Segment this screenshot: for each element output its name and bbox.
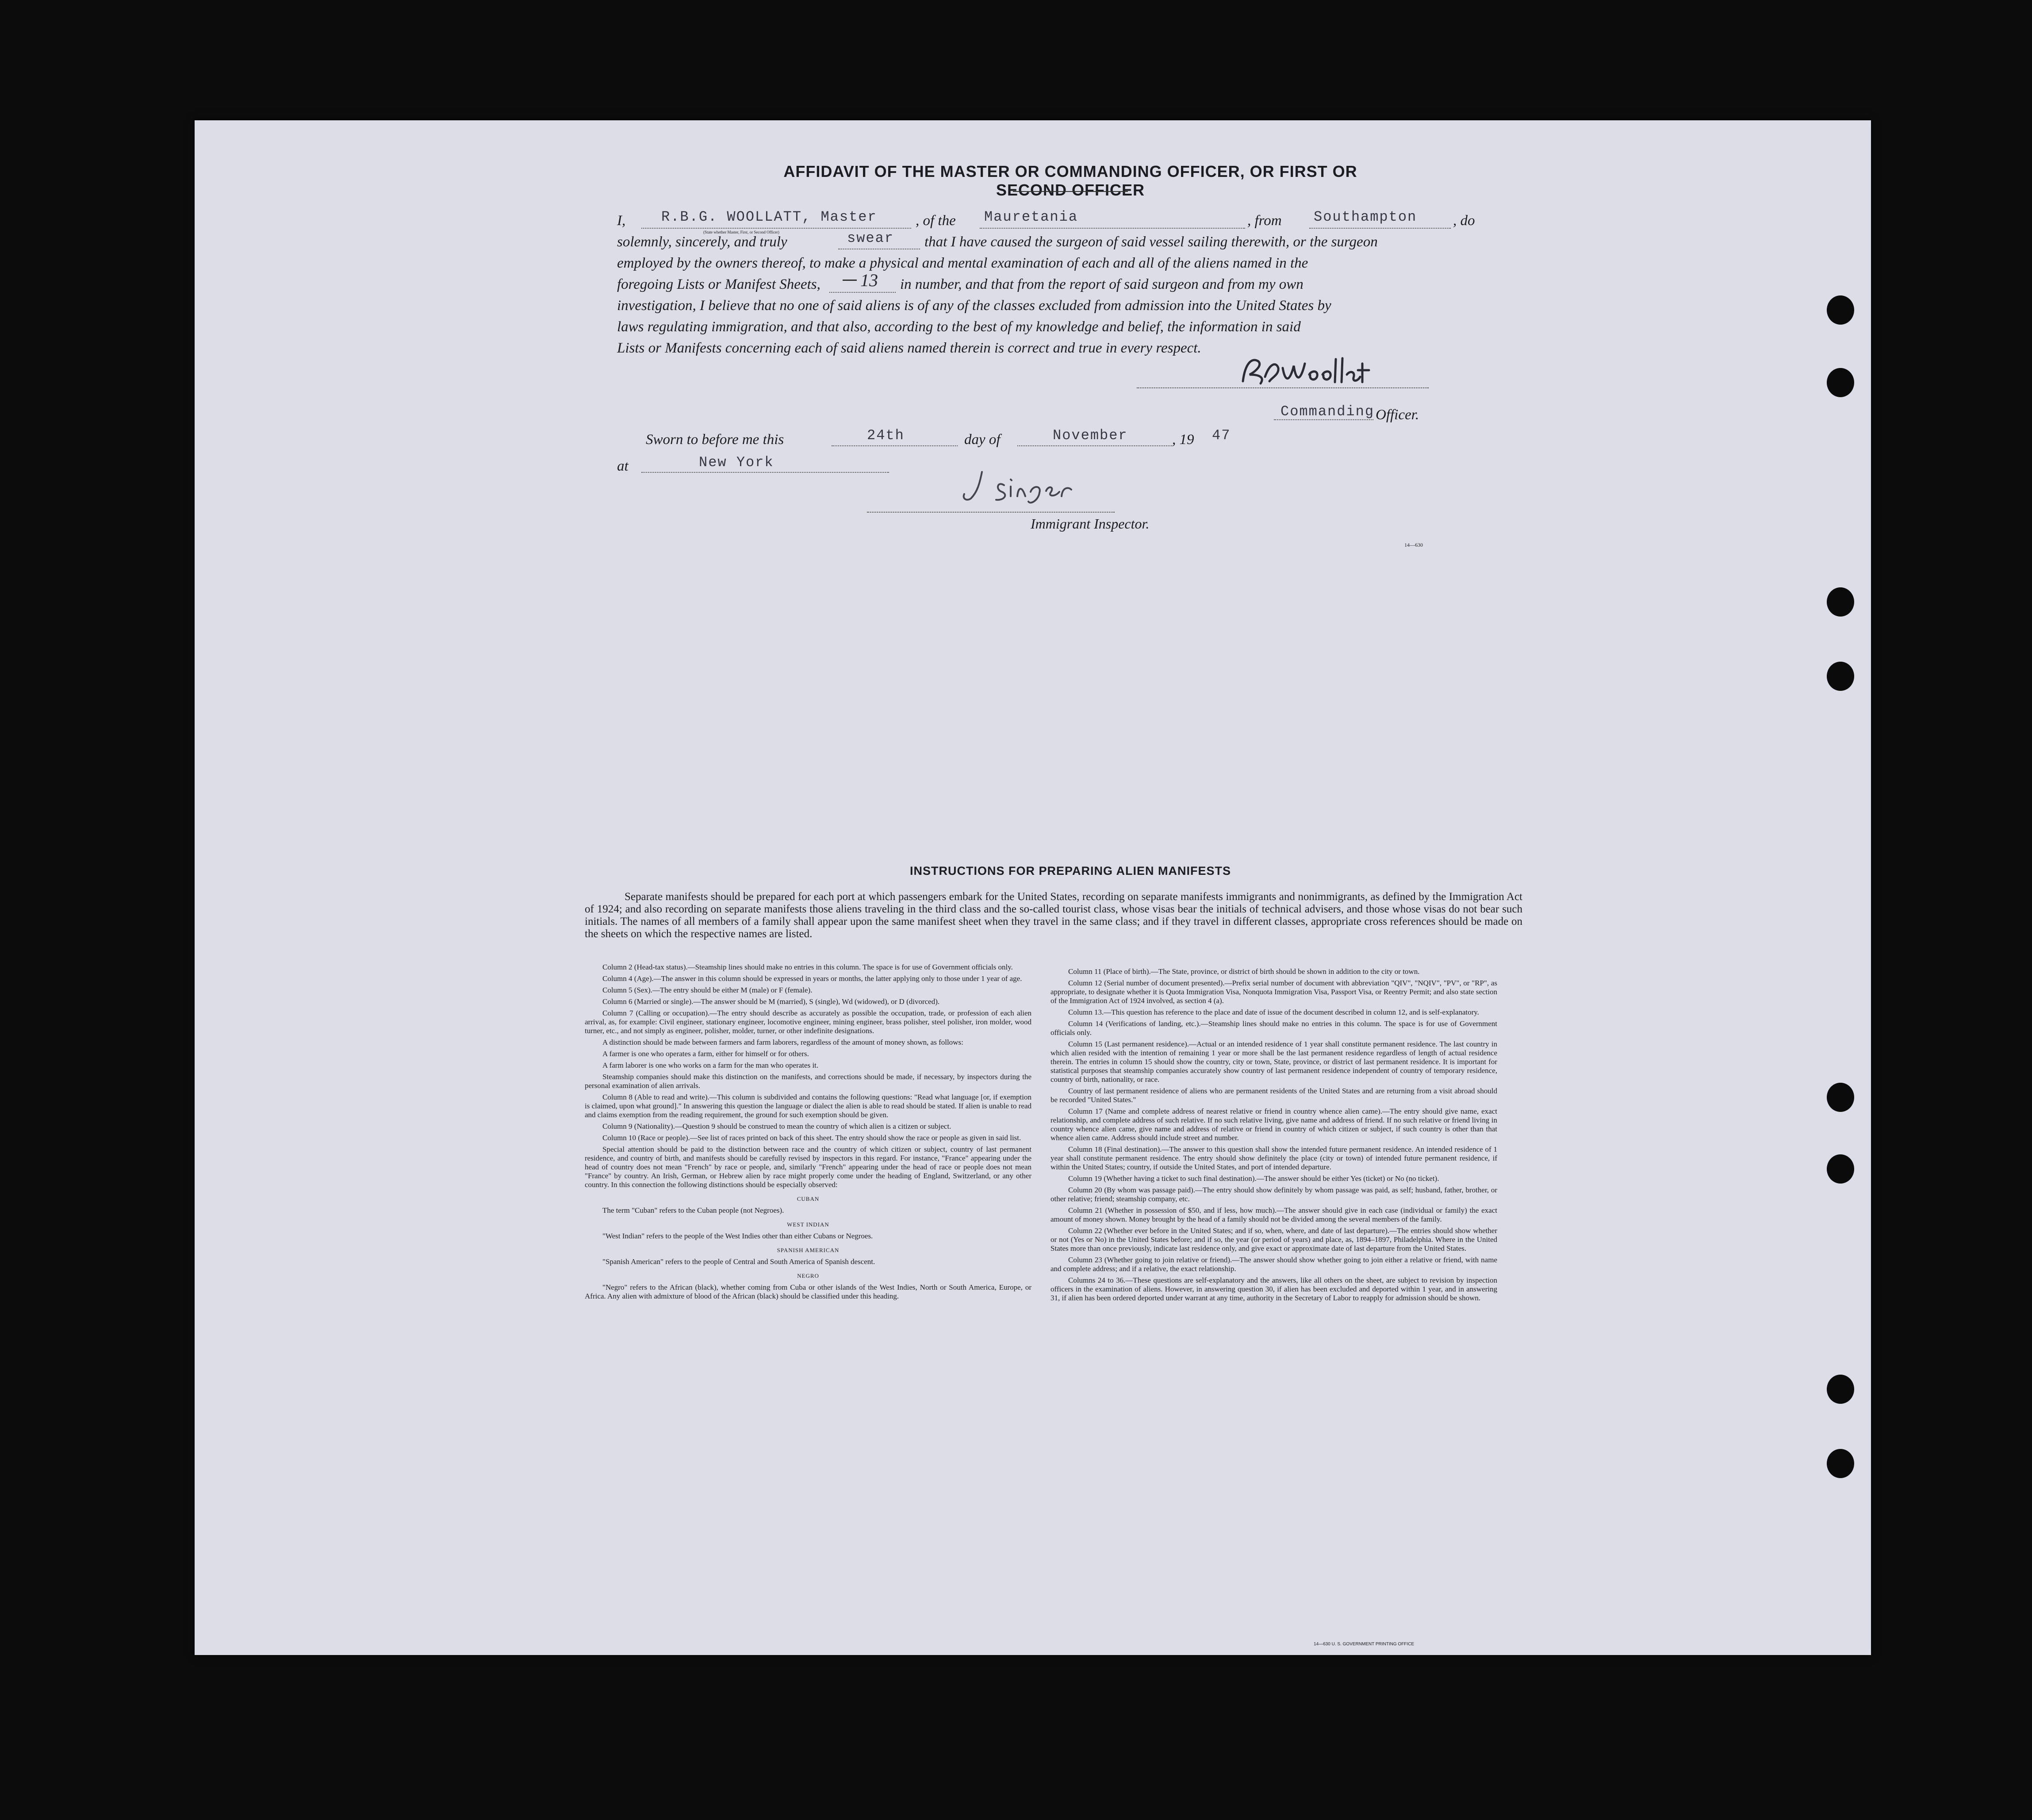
place-field-line bbox=[641, 472, 889, 473]
title-rule bbox=[1013, 191, 1128, 192]
port-field-line bbox=[1309, 228, 1451, 229]
port-value: Southampton bbox=[1314, 209, 1417, 225]
punch-hole bbox=[1827, 1154, 1854, 1184]
left-para: Column 8 (Able to read and write).—This column is subdivided and contains the following questions: "Read what language [or, if exemption is claimed, upon what ground]." In answering this question the language or dialect the alien is able to read should be stated. If alien is unable to read and claims exemption from the reading requirement, the ground for such exemption should be given. bbox=[585, 1093, 1031, 1119]
right-para: Column 17 (Name and complete address of nearest relative or friend in country whence alien came).—The entry should give name, exact relationship, and complete address of such relative. If no such relative living, give name and address of friend. If no such relative or friend living in country whence alien came, give name and address of relative or friend in country of which citizen or subject, if such country is other than that whence alien came. Address should include street and number. bbox=[1051, 1107, 1497, 1142]
left-para: Column 4 (Age).—The answer in this column should be expressed in years or months, the latter applying only to those under 1 year of age. bbox=[602, 974, 1022, 983]
instructions-title: INSTRUCTIONS FOR PREPARING ALIEN MANIFESTS bbox=[909, 864, 1231, 877]
left-para: Special attention should be paid to the distinction between race and the country of which citizen or subject, country of last permanent residence, and country of birth, and manifests should be carefully revised by inspectors in this regard. For instance, "France" appearing under the head of country does not mean "French" by race or people, and, similarly "French" appearing under the head of race or people does not mean "France" by country. An Irish, German, or Hebrew alien by race might properly come under the heading of England, Switzerland, or any other country. In this connection the following distinctions should be especially observed: bbox=[585, 1145, 1031, 1189]
left-para: Column 9 (Nationality).—Question 9 should be construed to mean the country of which alien is a citizen or subject. bbox=[602, 1122, 951, 1130]
officer-label: Officer. bbox=[1376, 407, 1419, 423]
day-field-line bbox=[832, 445, 958, 446]
sworn-label: Sworn to before me this bbox=[646, 432, 784, 448]
right-para: Columns 24 to 36.—These questions are self-explanatory and the answers, like all others on the sheet, are subject to revision by inspection officers in the examination of aliens. However, in answering question 30, if alien has been excluded and deported within 1 year, and in answering 31, if alien has been ordered deported under warrant at any time, authority in the Secretary of Labor to reapply for admission should be shown. bbox=[1051, 1276, 1497, 1302]
definition-text: "Spanish American" refers to the people of Central and South America of Spanish descent. bbox=[602, 1257, 875, 1266]
right-para: Column 13.—This question has reference to the place and date of issue of the document described in column 12, and is self-explanatory. bbox=[1068, 1008, 1479, 1016]
punch-hole bbox=[1827, 368, 1854, 397]
right-para: Column 14 (Verifications of landing, etc.).—Steamship lines should make no entries in this column. The space is for use of Government officials only. bbox=[1051, 1019, 1497, 1037]
affidavit-line-4b: in number, and that from the report of said surgeon and from my own bbox=[900, 276, 1304, 292]
definition-text: The term "Cuban" refers to the Cuban people (not Negroes). bbox=[602, 1206, 784, 1215]
text-of-the: , of the bbox=[916, 213, 956, 229]
affidavit-line-2b: that I have caused the surgeon of said vessel sailing therewith, or the surgeon bbox=[924, 234, 1378, 250]
day-of-label: day of bbox=[964, 432, 1001, 448]
master-signature-line bbox=[1137, 387, 1429, 388]
right-para: Column 11 (Place of birth).—The State, province, or district of birth should be shown in addition to the city or town. bbox=[1068, 967, 1420, 976]
punch-hole bbox=[1827, 587, 1854, 617]
form-number: 14—630 bbox=[1404, 542, 1423, 548]
affidavit-title: AFFIDAVIT OF THE MASTER OR COMMANDING OFFICER, OR FIRST OR SECOND OFFICER bbox=[783, 162, 1357, 199]
affidavit-line-4a: foregoing Lists or Manifest Sheets, bbox=[617, 276, 820, 292]
right-para: Column 20 (By whom was passage paid).—The entry should show definitely by whom passage was paid, as self; husband, father, brother, or other relative; friend; steamship company, etc. bbox=[1051, 1186, 1497, 1203]
master-name-value: R.B.G. WOOLLATT, Master bbox=[661, 209, 877, 225]
punch-hole bbox=[1827, 1375, 1854, 1404]
document-sheet bbox=[195, 120, 1871, 1655]
oath-value: swear bbox=[847, 230, 894, 246]
right-para: Column 12 (Serial number of document presented).—Prefix serial number of document with abbreviation "QIV", "NQIV", "PV", or "RP", as appropriate, to designate whether it is Quota Immigration Visa, Nonquota Immigration Visa, Passport Visa, or Reentry Permit; and also state section of the Immigration Act of 1924 involved, as section 4 (a). bbox=[1051, 979, 1497, 1005]
definition-heading: CUBAN bbox=[797, 1195, 820, 1202]
affidavit-line-7: Lists or Manifests concerning each of said aliens named therein is correct and true in every respect. bbox=[617, 340, 1201, 356]
instructions-left-column bbox=[585, 963, 1031, 1303]
month-value: November bbox=[1053, 427, 1128, 444]
left-para: Column 5 (Sex).—The entry should be either M (male) or F (female). bbox=[602, 986, 813, 994]
left-para: Column 7 (Calling or occupation).—The entry should describe as accurately as possible the occupation, trade, or profession of each alien arrival, as, for example: Civil engineer, stationary engineer, locomotive engineer, mining engineer, brass polisher, steel polisher, iron molder, wood turner, etc., and not simply as engineer, polisher, molder, turner, or other indefinite designations. bbox=[585, 1009, 1031, 1035]
place-value: New York bbox=[699, 454, 774, 471]
text-do: , do bbox=[1453, 213, 1475, 229]
punch-hole bbox=[1827, 1449, 1854, 1478]
definition-text: "Negro" refers to the African (black), whether coming from Cuba or other islands of the West Indies, North or South America, Europe, or Africa. Any alien with admixture of blood of the African (black) should be classified under this heading. bbox=[585, 1283, 1031, 1300]
text-from: , from bbox=[1247, 213, 1282, 229]
inspector-label: Immigrant Inspector. bbox=[1031, 516, 1150, 532]
definition-heading: NEGRO bbox=[797, 1272, 819, 1279]
vessel-value: Mauretania bbox=[984, 209, 1078, 225]
rank-field-line bbox=[1274, 419, 1373, 420]
day-value: 24th bbox=[867, 427, 905, 444]
text-i: I, bbox=[617, 213, 626, 229]
year-value: 47 bbox=[1212, 427, 1231, 444]
month-field-line bbox=[1017, 445, 1172, 446]
commanding-value: Commanding bbox=[1281, 403, 1375, 420]
right-para: Column 21 (Whether in possession of $50, and if less, how much).—The answer should give in each case (individual or family) the exact amount of money shown. Money brought by the head of a family should not be divided among the several members of the family. bbox=[1051, 1206, 1497, 1223]
left-para: Column 10 (Race or people).—See list of races printed on back of this sheet. The entry should show the race or people as given in said list. bbox=[602, 1134, 1021, 1142]
year-prefix: , 19 bbox=[1172, 432, 1194, 448]
sheets-field-line bbox=[829, 292, 896, 293]
rank-note: (State whether Master, First, or Second Officer) bbox=[703, 230, 779, 234]
printing-office-footer: 14—630 U. S. GOVERNMENT PRINTING OFFICE bbox=[1314, 1642, 1415, 1647]
instructions-right-column bbox=[1051, 967, 1497, 1305]
left-para: Column 6 (Married or single).—The answer should be M (married), S (single), Wd (widowed), or D (divorced). bbox=[602, 997, 940, 1006]
definition-text: "West Indian" refers to the people of the West Indies other than either Cubans or Negroes. bbox=[602, 1232, 873, 1240]
right-para: Column 23 (Whether going to join relative or friend).—The answer should show whether going to join either a relative or friend, with name and complete address; and if a relative, the exact relationship. bbox=[1051, 1256, 1497, 1273]
affidavit-line-3: employed by the owners thereof, to make a physical and mental examination of each and all of the aliens named in the bbox=[617, 255, 1308, 271]
left-para: A farmer is one who operates a farm, either for himself or for others. bbox=[602, 1050, 809, 1058]
master-signature bbox=[1234, 350, 1380, 390]
vessel-field-line bbox=[980, 228, 1245, 229]
affidavit-line-6: laws regulating immigration, and that also, according to the best of my knowledge and belief, the information in said bbox=[617, 319, 1301, 335]
definition-heading: SPANISH AMERICAN bbox=[777, 1247, 840, 1253]
right-para: Column 19 (Whether having a ticket to such final destination).—The answer should be either Yes (ticket) or No (no ticket). bbox=[1068, 1174, 1439, 1183]
left-para: A farm laborer is one who works on a farm for the man who operates it. bbox=[602, 1061, 819, 1069]
name-field-line bbox=[641, 228, 911, 229]
left-para: A distinction should be made between farmers and farm laborers, regardless of the amount of money shown, as follows: bbox=[602, 1038, 963, 1046]
strike-mark bbox=[843, 280, 857, 281]
left-para: Column 2 (Head-tax status).—Steamship lines should make no entries in this column. The space is for use of Government officials only. bbox=[602, 963, 1013, 971]
inspector-signature-line bbox=[867, 512, 1115, 513]
affidavit-line-2a: solemnly, sincerely, and truly bbox=[617, 234, 787, 250]
right-para: Column 15 (Last permanent residence).—Actual or an intended residence of 1 year shall constitute permanent residence. The last country in which alien resided with the intention of remaining 1 year or more shall be the last permanent residence regardless of length of actual residence therein. The entries in column 15 should show the country, city or town, State, province, or district of last permanent residence. It is important for statistical purposes that steamship companies accurately show country of last permanent residence independent of country of temporary residence, country of birth, nationality, or race. bbox=[1051, 1040, 1497, 1084]
right-para: Country of last permanent residence of aliens who are permanent residents of the United States and are returning from a visit abroad should be recorded "United States." bbox=[1051, 1087, 1497, 1104]
at-label: at bbox=[617, 458, 629, 474]
punch-hole bbox=[1827, 662, 1854, 691]
definition-heading: WEST INDIAN bbox=[787, 1221, 829, 1228]
affidavit-line-5: investigation, I believe that no one of said aliens is of any of the classes excluded from admission into the United States by bbox=[617, 298, 1331, 314]
right-para: Column 18 (Final destination).—The answer to this question shall show the intended future permanent residence. An intended residence of 1 year shall constitute permanent residence. The entry should show definitely the place (city or town) of intended future permanent residence, if within the United States; country, if outside the United States, and port of intended departure. bbox=[1051, 1145, 1497, 1171]
punch-hole bbox=[1827, 295, 1854, 325]
inspector-signature bbox=[955, 465, 1097, 505]
right-para: Column 22 (Whether ever before in the United States; and if so, when, where, and date of last departure).—The entries should show whether or not (Yes or No) in the United States before; and if so, the year (or period of years) and place, as, 1894–1897, Philadelphia. Where in the United States more than once previously, indicate last residence only, and give exact or approximate date of last departure from the United States. bbox=[1051, 1226, 1497, 1253]
sheets-count-value: 13 bbox=[860, 270, 878, 290]
instructions-intro: Separate manifests should be prepared for each port at which passengers embark for the United States, recording on separate manifests immigrants and nonimmigrants, as defined by the Immigration Act of 1924; and also recording on separate manifests those aliens traveling in the third class and the so-called tourist class, whose visas bear the initials of technical advisers, and those whose visas do not bear such initials. The names of all members of a family shall appear upon the same manifest sheet when they travel in the same class; and if they travel in different classes, appropriate cross references should be made on the sheets on which the respective names are listed. bbox=[585, 891, 1522, 940]
punch-hole bbox=[1827, 1083, 1854, 1112]
left-para: Steamship companies should make this distinction on the manifests, and corrections should be made, if necessary, by inspectors during the personal examination of alien arrivals. bbox=[585, 1073, 1031, 1090]
